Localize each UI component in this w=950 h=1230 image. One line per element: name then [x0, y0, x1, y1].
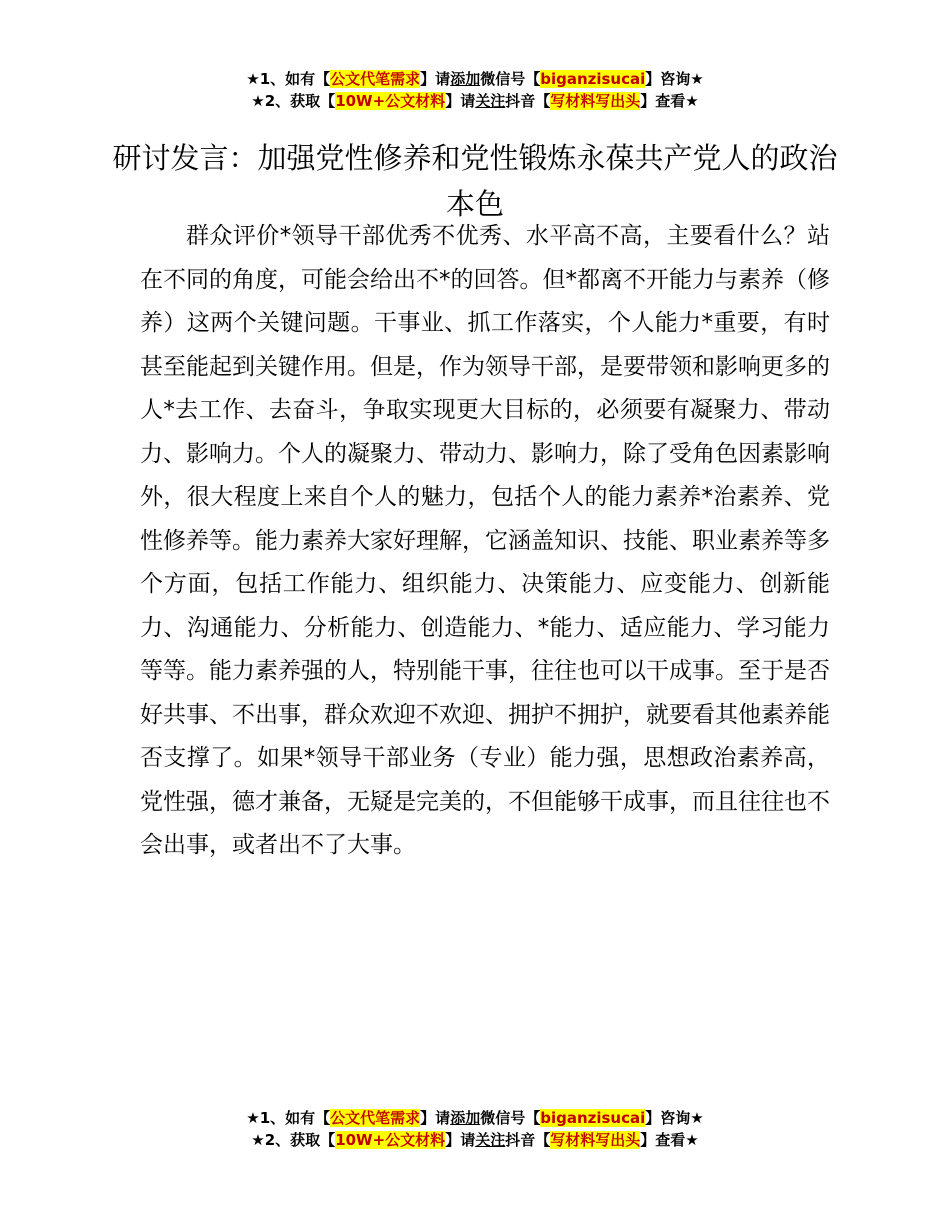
- ad-text: 抖音【: [505, 1131, 551, 1149]
- ad-underlined-text: 添加: [450, 1109, 481, 1127]
- ad-highlight-materials: 10W+公文材料: [335, 1131, 446, 1149]
- ad-line-1: [0, 68, 950, 90]
- ad-line-2: [0, 1129, 950, 1151]
- ad-highlight-service: 公文代笔需求: [330, 70, 421, 88]
- ad-line-2: [0, 90, 950, 112]
- ad-highlight-materials: 10W+公文材料: [335, 92, 446, 110]
- ad-text: 】请: [420, 1109, 451, 1127]
- ad-text: 抖音【: [505, 92, 551, 110]
- ad-text: 微信号【: [480, 1109, 541, 1127]
- ad-line-1: [0, 1107, 950, 1129]
- ad-text: ★2、获取【: [251, 1131, 336, 1149]
- ad-underlined-text: 关注: [475, 92, 506, 110]
- ad-text: ★1、如有【: [246, 70, 331, 88]
- ad-text: 】请: [445, 1131, 476, 1149]
- ad-highlight-service: 公文代笔需求: [330, 1109, 421, 1127]
- ad-text: 】咨询★: [645, 1109, 704, 1127]
- ad-highlight-wechat-id: biganzisucai: [540, 70, 646, 88]
- ad-text: 微信号【: [480, 70, 541, 88]
- ad-text: ★1、如有【: [246, 1109, 331, 1127]
- header-ad-banner: [0, 68, 950, 112]
- ad-text: 】请: [420, 70, 451, 88]
- ad-text: 】请: [445, 92, 476, 110]
- ad-text: 】查看★: [640, 92, 699, 110]
- footer-ad-banner: [0, 1107, 950, 1151]
- ad-underlined-text: 添加: [450, 70, 481, 88]
- ad-highlight-douyin: 写材料写出头: [550, 1131, 641, 1149]
- body-paragraph: 群众评价*领导干部优秀不优秀、水平高不高，主要看什么？站在不同的角度，可能会给出不*的回答。但*都离不开能力与素养（修养）这两个关键问题。干事业、抓工作落实，个人能力*重要，有时甚至能起到关键作用。但是，作为领导干部，是要带领和影响更多的人*去工作、去奋斗，争取实现更大目标的，必须要有凝聚力、带动力、影响力。个人的凝聚力、带动力、影响力，除了受角色因素影响外，很大程度上来自个人的魅力，包括个人的能力素养*治素养、党性修养等。能力素养大家好理解，它涵盖知识、技能、职业素养等多个方面，包括工作能力、组织能力、决策能力、应变能力、创新能力、沟通能力、分析能力、创造能力、*能力、适应能力、学习能力等等。能力素养强的人，特别能干事，往往也可以干成事。至于是否好共事、不出事，群众欢迎不欢迎、拥护不拥护，就要看其他素养能否支撑了。如果*领导干部业务（专业）能力强，思想政治素养高，党性强，德才兼备，无疑是完美的，不但能够干成事，而且往往也不会出事，或者出不了大事。: [140, 223, 830, 858]
- ad-text: ★2、获取【: [251, 92, 336, 110]
- document-title: 研讨发言：加强党性修养和党性锻炼永葆共产党人的政治本色: [112, 141, 838, 222]
- ad-highlight-wechat-id: biganzisucai: [540, 1109, 646, 1127]
- ad-underlined-text: 关注: [475, 1131, 506, 1149]
- ad-highlight-douyin: 写材料写出头: [550, 92, 641, 110]
- ad-text: 】查看★: [640, 1131, 699, 1149]
- ad-text: 】咨询★: [645, 70, 704, 88]
